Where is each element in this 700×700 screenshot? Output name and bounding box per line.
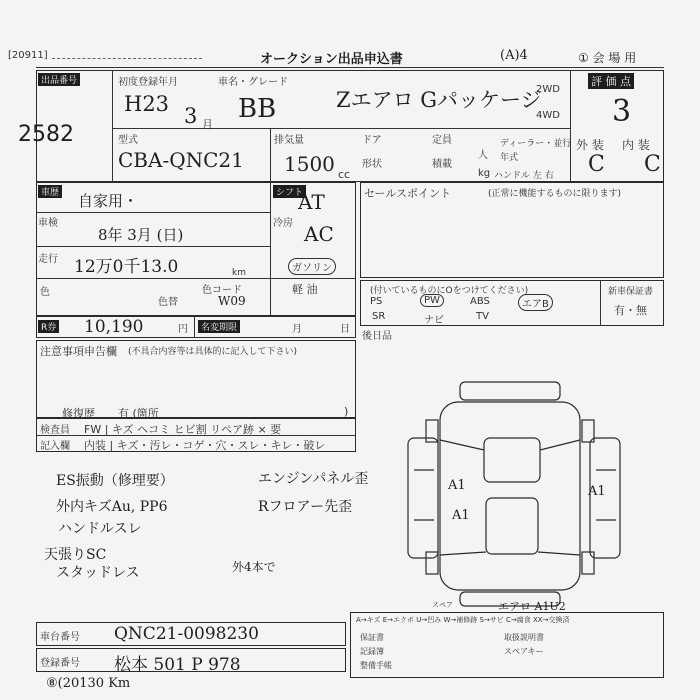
equip-navi: ナビ: [424, 315, 444, 326]
footer-label-1: 保証書: [360, 633, 384, 642]
capacity-label: 定員: [432, 135, 452, 146]
color-code-label: 色コード: [202, 285, 242, 296]
fuel-gasoline: ガソリン: [288, 258, 336, 275]
kg-unit: kg: [478, 168, 491, 179]
cc-unit: cc: [338, 168, 351, 181]
model-value: CBA-QNC21: [118, 148, 244, 172]
sales-point-label: セールスポイント: [364, 187, 452, 200]
venue-label: ① 会 場 用: [578, 51, 637, 65]
color-code: W09: [218, 294, 246, 308]
shape-label: 形状: [362, 159, 382, 170]
spare-label: スペア: [432, 601, 453, 609]
footer-label-5: 整備手帳: [360, 661, 392, 670]
footer-label-3: 記録簿: [360, 647, 384, 656]
mileage-label: 走行: [38, 254, 58, 265]
manual-label: 新車保証書: [608, 287, 654, 297]
recycle-label: R券: [38, 320, 59, 333]
color-label: 色: [40, 287, 50, 298]
grade: Zエアロ Gパッケージ: [336, 88, 542, 112]
eval-label: 評 価 点: [588, 73, 634, 89]
exterior-grade: C: [588, 152, 605, 177]
first-reg-label: 初度登録年月: [118, 77, 178, 88]
exterior-label: 外 装: [576, 138, 604, 152]
drive-2wd: 2WD: [536, 84, 560, 95]
note-1: ES振動（修理要）: [56, 473, 174, 489]
interior-label: 内 装: [622, 138, 650, 152]
car-diagram: [400, 380, 660, 610]
repair-label: 修復歴: [62, 407, 95, 420]
equip-sr: SR: [372, 311, 386, 322]
notes-label: 注意事項申告欄: [40, 345, 117, 358]
ac-value: AC: [304, 222, 334, 246]
car-diagram-bounds: [400, 380, 660, 610]
lot-label: 出品番号: [38, 73, 80, 86]
year-type-label: 年式: [500, 153, 519, 163]
note-8: 外4本で: [232, 560, 276, 574]
inspector-label-2: 記入欄: [40, 441, 70, 452]
damage-legend: A→キズ E→エクボ U→凹み W→補修跡 S→サビ C→腐食 XX→交換済: [356, 616, 570, 624]
shift-label: シフト: [273, 185, 306, 198]
note-3: ハンドルスレ: [58, 521, 142, 537]
expiry-day: 日: [340, 324, 350, 335]
inspection-value: 8年 3月 (日): [98, 226, 184, 244]
color-detail-label: 色替: [158, 297, 178, 308]
expiry-label: 名変期限: [198, 320, 240, 333]
note-4: 天張りSC: [44, 547, 107, 563]
usage-label: 車歴: [38, 185, 62, 198]
interior-grade: C: [644, 152, 661, 177]
month-unit: 月: [202, 118, 213, 131]
sales-point-note: (正常に機能するものに限ります): [488, 189, 622, 199]
equip-ps: PS: [370, 296, 383, 307]
equip-pw: PW: [420, 294, 444, 307]
form-ref: [20911]: [8, 50, 48, 61]
inspection-label: 車検: [38, 218, 58, 229]
inspector-row-2: 内装 | キズ・汚レ・コゲ・穴・スレ・キレ・破レ: [84, 439, 326, 452]
door-label: ドア: [362, 135, 382, 146]
drive-4wd: 4WD: [536, 110, 560, 121]
inspector-row-1: FW | キズ ヘコミ ヒビ割 リペア跡 × 要: [84, 423, 282, 436]
chassis-label: 車台番号: [40, 632, 80, 643]
footer-label-2: 取扱説明書: [504, 633, 544, 642]
reg-year: H23: [124, 92, 170, 116]
handle-label: ハンドル 左 右: [494, 171, 554, 181]
mileage-value: 12万0千13.0: [74, 257, 179, 277]
load-label: 積載: [432, 159, 452, 170]
fuel-oil: 軽 油: [292, 283, 318, 296]
repair-value: 有 (箇所: [118, 407, 159, 420]
plate-value: 松本 501 P 978: [114, 655, 241, 675]
equip-abs: ABS: [470, 296, 490, 307]
note-2: 外内キズAu, PP6: [56, 499, 168, 515]
eval-score: 3: [612, 94, 632, 129]
yen-unit: 円: [178, 324, 188, 335]
model-label: 型式: [118, 135, 138, 146]
ac-label: 冷房: [273, 218, 293, 229]
form-title: オークション出品申込書: [260, 52, 403, 67]
km-unit: km: [232, 268, 246, 278]
repair-close: ): [344, 405, 349, 418]
note-6: エンジンパネル歪: [258, 471, 369, 487]
dealer-label: ディーラー・並行: [500, 139, 572, 149]
note-7: Rフロアー先歪: [258, 499, 353, 515]
notes-sub: (不具合内容等は具体的に記入して下さい): [128, 347, 298, 357]
diagram-mark-3: A1: [588, 484, 606, 499]
displacement-value: 1500: [284, 152, 335, 176]
rear-seat-label: 後日品: [362, 331, 392, 342]
equipment-note: (付いているものにOをつけてください): [370, 286, 529, 296]
footer-label-4: スペアキー: [504, 647, 544, 656]
lot-number: 2582: [18, 122, 74, 147]
diagram-mark-2: A1: [452, 508, 470, 523]
displacement-label: 排気量: [274, 135, 304, 146]
equip-tv: TV: [476, 311, 489, 322]
equip-airbag: エアB: [518, 294, 553, 311]
reg-month: 3: [184, 104, 198, 128]
header-smudge: [52, 46, 202, 59]
usage-value: 自家用・: [78, 192, 139, 210]
plate-label: 登録番号: [40, 658, 80, 669]
aero-label: エアロ A1U2: [498, 600, 566, 613]
expiry-month: 月: [292, 324, 302, 335]
diagram-mark-1: A1: [448, 478, 466, 493]
corner-mark: (A)4: [500, 48, 528, 63]
inspector-label: 検査員: [40, 425, 70, 436]
manual-value: 有・無: [614, 304, 647, 317]
car-name-label: 車名・グレード: [218, 77, 288, 88]
bottom-note: ⑧(20130 Km: [46, 676, 131, 691]
recycle-amount: 10,190: [84, 317, 144, 337]
person-unit: 人: [478, 150, 488, 161]
shift-value: AT: [298, 190, 325, 214]
note-5: スタッドレス: [56, 565, 140, 581]
car-name: BB: [238, 94, 277, 124]
chassis-number: QNC21-0098230: [114, 624, 259, 644]
